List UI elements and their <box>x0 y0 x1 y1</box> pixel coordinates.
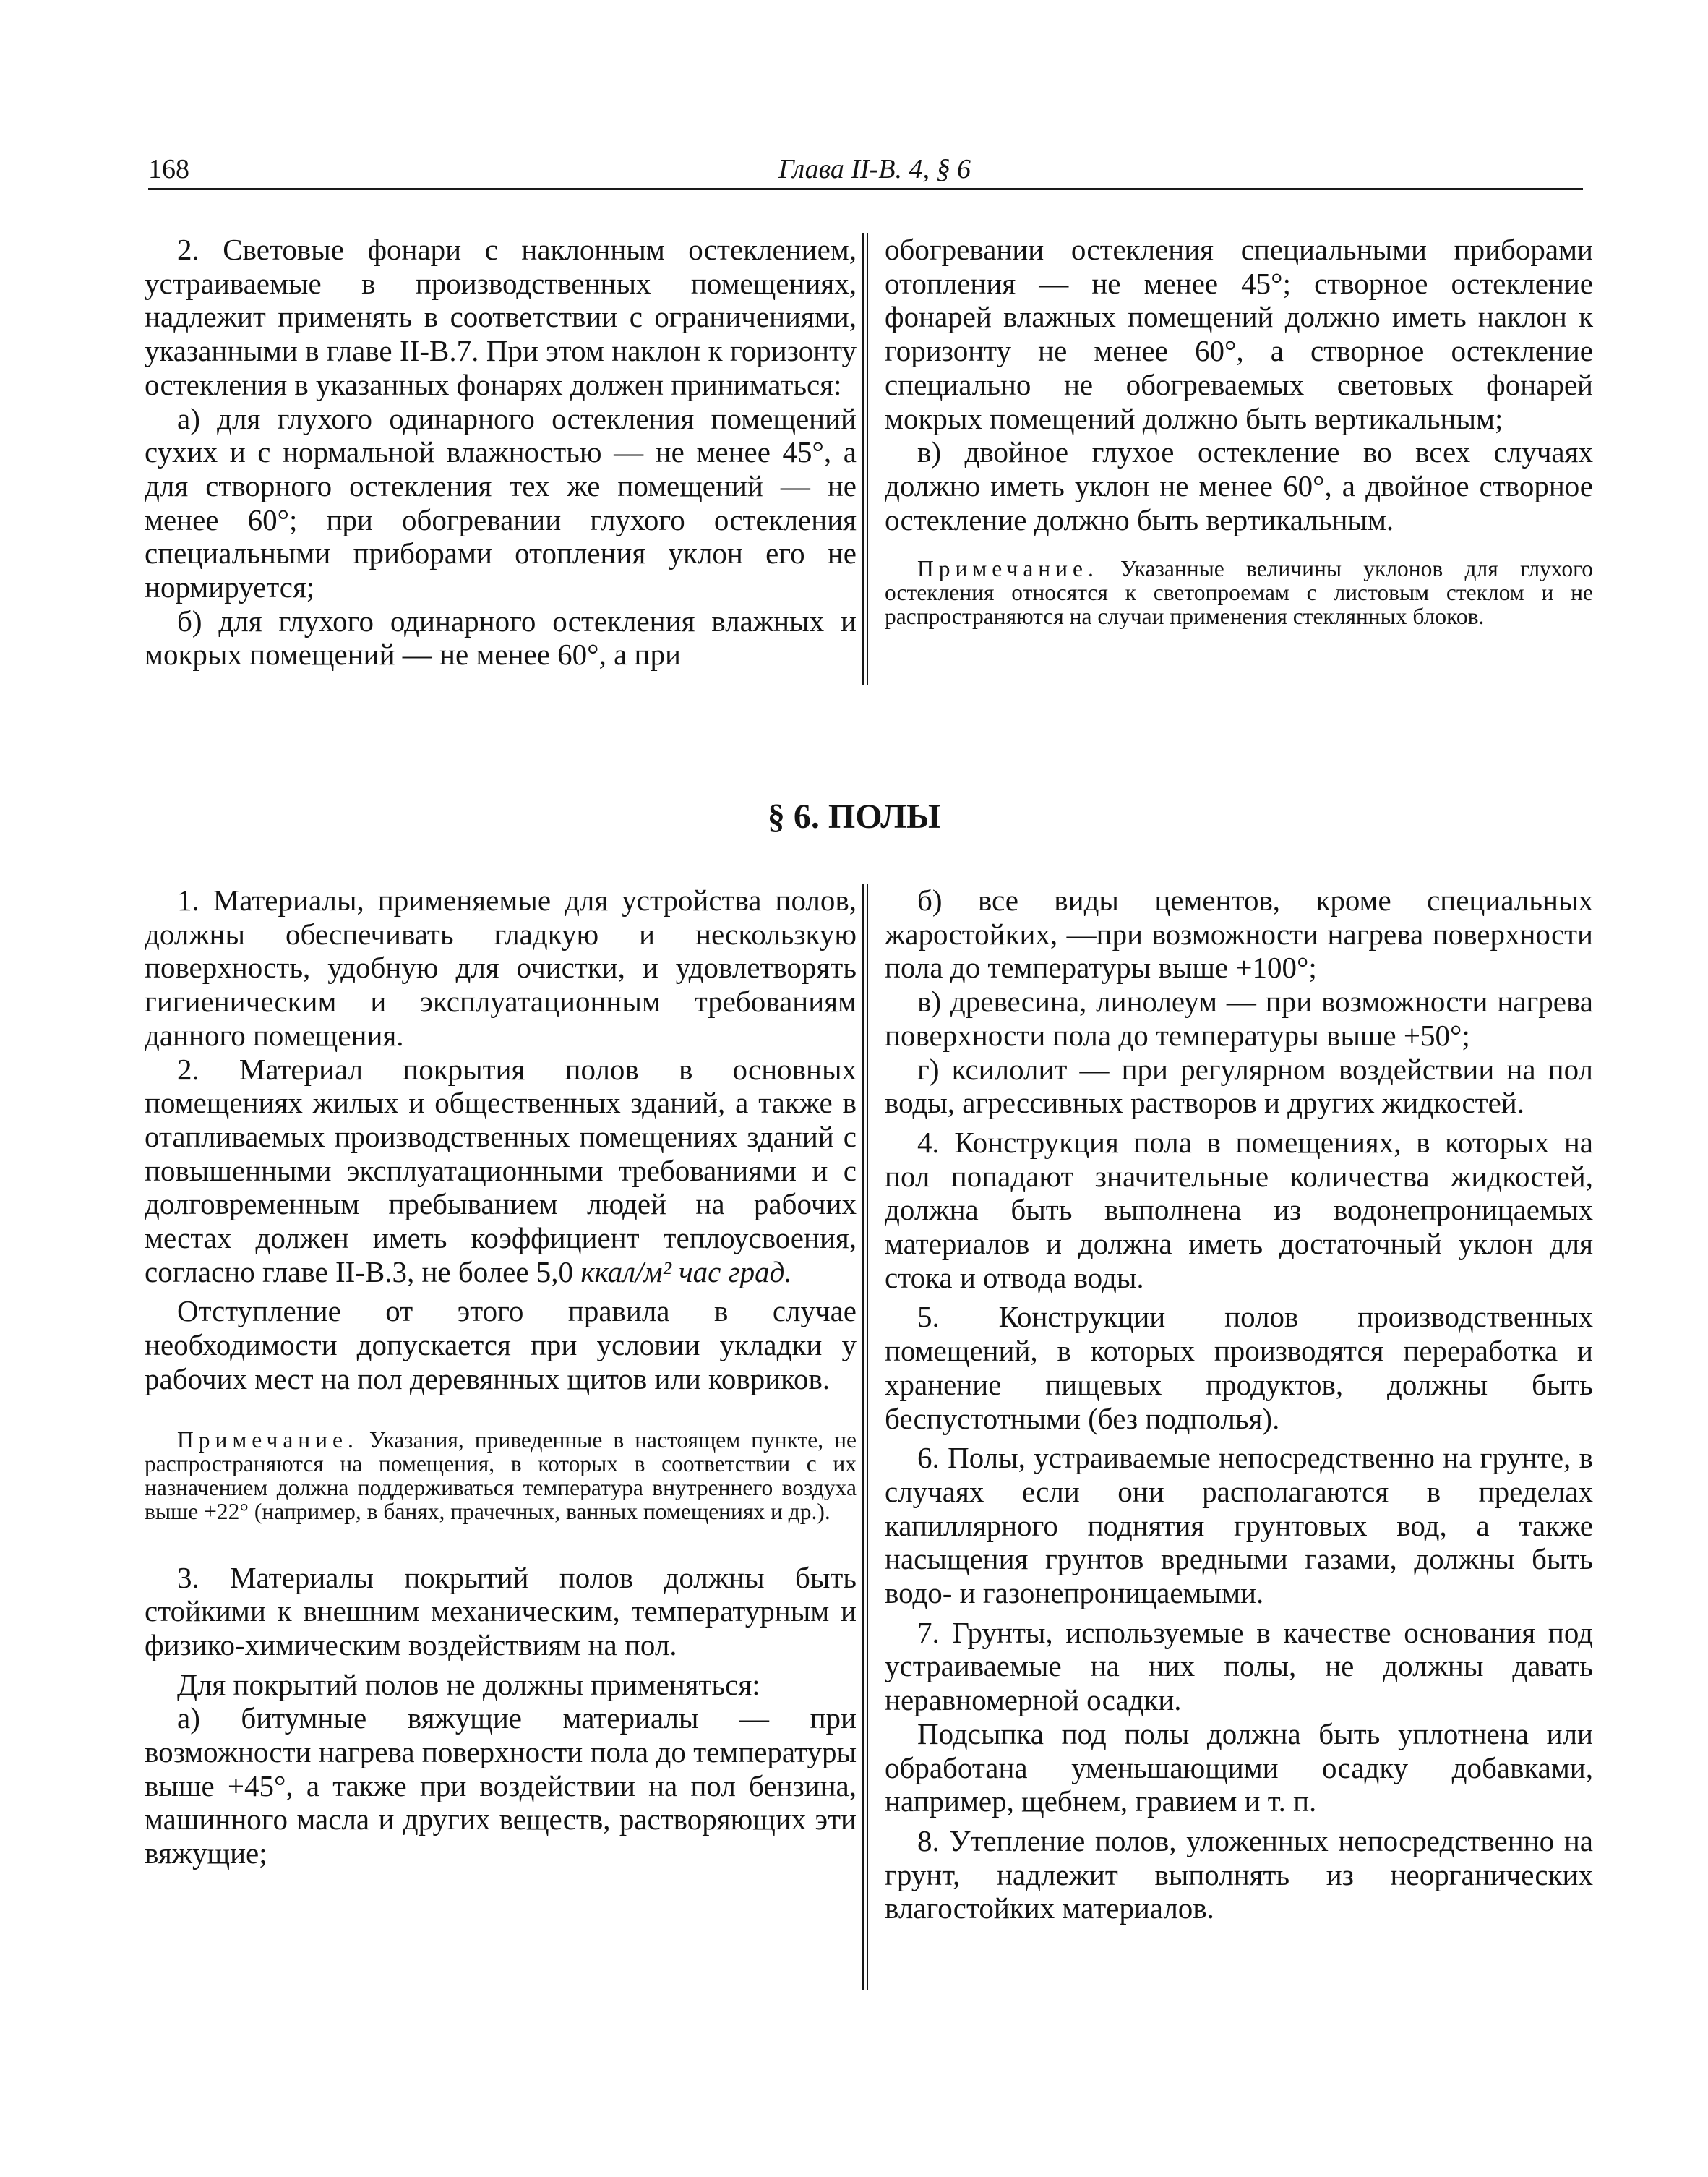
paragraph: Подсыпка под полы должна быть уплотнена или обработана уменьшающими осадку добавками, например, щебнем, гравием и т. п. <box>885 1716 1593 1818</box>
paragraph: 4. Конструкция пола в помещениях, в которых на пол попадают значительные количества жидкостей, должна быть выполнена из водонепроницаемых материалов и должна иметь достаточный уклон для стока и отвода воды. <box>885 1125 1593 1294</box>
unit-label: ккал/м² час град. <box>580 1254 792 1288</box>
page-number: 168 <box>148 154 189 184</box>
paragraph: в) древесина, линолеум — при возможности нагрева поверхности пола до температуры выше +50°; <box>885 985 1593 1052</box>
column-separator <box>862 884 868 1990</box>
paragraph: 6. Полы, устраиваемые непосредственно на грунте, в случаях если они располагаются в пределах капиллярного поднятия грунтовых вод, а также насыщения грунтов вредными газами, должны быть водо- и газонепроницаемыми. <box>885 1441 1593 1610</box>
paragraph: 7. Грунты, используемые в качестве основания под устраиваемые на них полы, не должны давать неравномерной осадки. <box>885 1615 1593 1717</box>
top-right-column <box>885 233 1593 628</box>
note-text: Указанные величины уклонов для глухого остекления относятся к светопроемам с листовым стеклом и не распространяются на случаи применения стеклянных блоков. <box>885 556 1593 630</box>
note-text: Указания, приведенные в настоящем пункте, не распространяются на помещения, в которых в соответствии с их назначением должна поддерживаться температура внутреннего воздуха выше +22° (например, в банях, прачечных, ванных помещениях и др.). <box>145 1427 857 1524</box>
paragraph: б) все виды цементов, кроме специальных жаростойких, —при возможности нагрева поверхности пола до температуры выше +100°; <box>885 884 1593 985</box>
column-separator <box>862 233 868 685</box>
paragraph: 8. Утепление полов, уложенных непосредственно на грунт, надлежит выполнять из неорганических влагостойких материалов. <box>885 1823 1593 1925</box>
paragraph: а) для глухого одинарного остекления помещений сухих и с нормальной влажностью — не менее 45°, а для створного остекления тех же помещений — не менее 60°; при обогревании глухого остекления специальными приборами отопления уклон его не нормируется; <box>145 401 857 604</box>
paragraph: Для покрытий полов не должны применяться: <box>177 1667 760 1701</box>
paragraph: б) для глухого одинарного остекления влажных и мокрых помещений — не менее 60°, а при <box>145 604 857 672</box>
paragraph-text: 2. Материал покрытия полов в основных помещениях жилых и общественных зданий, а также в отапливаемых производственных помещениях зданий с повышенными эксплуатационными требованиями и с долговременным пребыванием людей на рабочих местах должен иметь коэффициент теплоусвоения, согласно главе II-В.3, не более 5,0 <box>145 1052 857 1288</box>
bottom-right-column <box>885 884 1593 1925</box>
top-left-column <box>145 233 857 672</box>
paragraph: 3. Материалы покрытий полов должны быть стойкими к внешним механическим, температурным и физико-химическим воздействиям на пол. <box>145 1560 857 1661</box>
note-lead: Примечание. <box>177 1427 359 1453</box>
note <box>885 557 1593 628</box>
paragraph: 5. Конструкции полов производственных помещений, в которых производятся переработка и хранение пищевых продуктов, должны быть беспустотными (без подполья). <box>885 1300 1593 1435</box>
note-lead: Примечание. <box>917 556 1099 582</box>
paragraph: а) битумные вяжущие материалы — при возможности нагрева поверхности пола до температуры выше +45°, а также при воздействии на пол бензина, машинного масла и других веществ, растворяющих эти вяжущие; <box>145 1701 857 1870</box>
paragraph: обогревании остекления специальными приборами отопления — не менее 45°; створное остекление фонарей влажных помещений должно иметь наклон к горизонту не менее 60°, а створное остекление специально не обогреваемых световых фонарей мокрых помещений должно быть вертикальным; <box>885 233 1593 435</box>
paragraph: 1. Материалы, применяемые для устройства полов, должны обеспечивать гладкую и нескользкую поверхность, удобную для очистки, и удовлетворять гигиеническим и эксплуатационным требованиям данного помещения. <box>145 884 857 1052</box>
paragraph: г) ксилолит — при регулярном воздействии на пол воды, агрессивных растворов и других жидкостей. <box>885 1052 1593 1120</box>
header-rule <box>148 188 1583 190</box>
section-title: § 6. ПОЛЫ <box>767 797 941 836</box>
running-header: Глава II-В. 4, § 6 <box>778 154 971 184</box>
paragraph <box>145 1053 857 1289</box>
paragraph: в) двойное глухое остекление во всех случаях должно иметь уклон не менее 60°, а двойное створное остекление должно быть вертикальным. <box>885 435 1593 536</box>
note <box>145 1428 857 1523</box>
bottom-left-column <box>145 884 857 1870</box>
paragraph: 2. Световые фонари с наклонным остеклением, устраиваемые в производственных помещениях, надлежит применять в соответствии с ограничениями, указанными в главе II-В.7. При этом наклон к горизонту остекления в указанных фонарях должен приниматься: <box>145 233 857 401</box>
paragraph: Отступление от этого правила в случае необходимости допускается при условии укладки у рабочих мест на пол деревянных щитов или ковриков. <box>145 1294 857 1395</box>
